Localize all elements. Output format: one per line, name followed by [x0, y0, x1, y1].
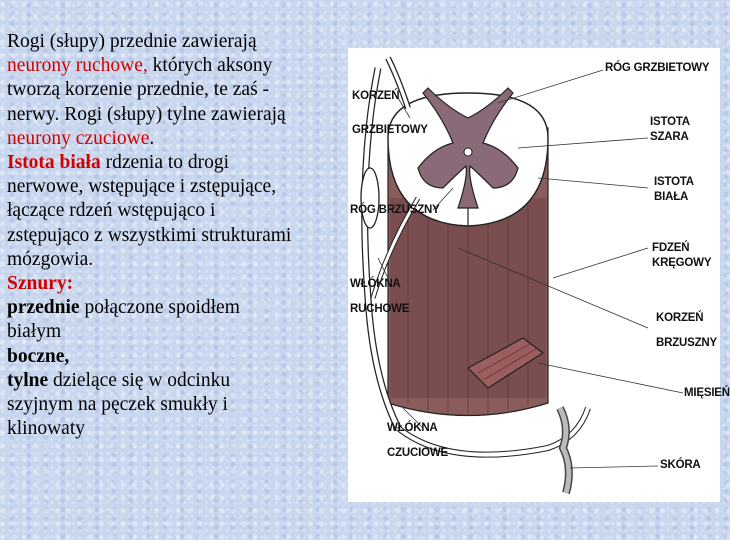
label-white-matter-1: ISTOTA [654, 176, 694, 188]
description-text [7, 30, 367, 441]
text-line-5-rest: . [149, 127, 155, 149]
text-line-15 [7, 369, 367, 393]
label-dorsal-horn: RÓG GRZBIETOWY [605, 62, 710, 74]
spinal-cord-diagram [348, 48, 730, 502]
label-ventral-root-2: BRZUSZNY [656, 337, 718, 349]
text-line-17: klinowaty [7, 418, 85, 440]
label-ventral-horn: RÓG BRZUSZNY [350, 204, 440, 216]
text-line-9: zstępująco z wszystkimi strukturami [7, 224, 292, 246]
label-sensory-fibers-2: CZUCIOWE [387, 447, 449, 459]
anterior-term: przednie [7, 297, 80, 319]
text-line-10: mózgowia. [7, 248, 94, 270]
label-white-matter-2: BIAŁA [654, 191, 689, 203]
label-dorsal-root-1: KORZEŃ [352, 90, 400, 102]
sensory-neurons-term: neurony czuciowe [7, 127, 150, 149]
text-line-5 [7, 127, 367, 151]
label-muscle: MIĘSIEŃ [684, 387, 730, 399]
label-ventral-root-1: KORZEŃ [656, 312, 704, 324]
label-spinal-nerve-2: KRĘGOWY [652, 257, 712, 269]
text-line-8: łączące rdzeń wstępująco i [7, 200, 216, 222]
text-line-2-rest: których aksony [147, 55, 273, 77]
text-line-12-rest: połączone spoidłem [79, 297, 240, 319]
text-line-2 [7, 54, 367, 78]
text-line-13: białym [7, 321, 62, 343]
text-line-7: nerwowe, wstępujące i zstępujące, [7, 176, 277, 198]
motor-neurons-term: neurony ruchowe, [7, 55, 148, 77]
label-motor-fibers-2: RUCHOWE [350, 303, 410, 315]
text-line-16: szyjnym na pęczek smukły i [7, 394, 228, 416]
text-line-1: Rogi (słupy) przednie zawierają [7, 31, 257, 52]
posterior-term: tylne [7, 369, 49, 391]
text-line-4: nerwy. Rogi (słupy) tylne zawierają [7, 103, 286, 125]
text-line-12 [7, 296, 367, 320]
label-skin: SKÓRA [660, 459, 701, 471]
label-sensory-fibers-1: WŁÓKNA [387, 422, 438, 434]
label-grey-matter-2: SZARA [650, 131, 689, 143]
label-grey-matter-1: ISTOTA [650, 116, 690, 128]
label-motor-fibers-1: WŁÓKNA [350, 278, 401, 290]
text-line-3: tworzą korzenie przednie, te zaś - [7, 79, 270, 101]
text-line-6-rest: rdzenia to drogi [100, 152, 230, 174]
text-line-15-rest: dzielące się w odcinku [48, 369, 231, 391]
lateral-term: boczne, [7, 345, 70, 367]
white-matter-term: Istota biała [7, 152, 101, 174]
text-line-6 [7, 151, 367, 175]
funiculi-heading: Sznury: [7, 273, 74, 295]
label-dorsal-root-2: GRZBIETOWY [352, 124, 428, 136]
label-spinal-nerve-1: FDZEŃ [652, 242, 690, 254]
